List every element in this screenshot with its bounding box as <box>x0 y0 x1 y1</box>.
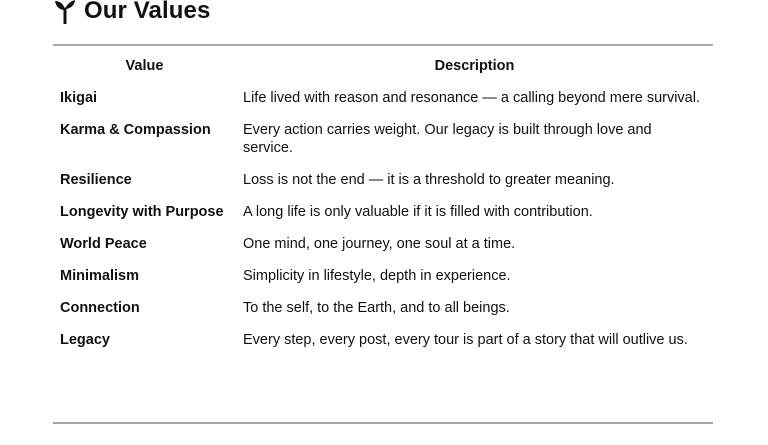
value-name: Legacy <box>60 332 110 348</box>
table-row <box>53 171 713 203</box>
values-table <box>53 47 713 363</box>
column-header-value: Value <box>125 58 164 74</box>
value-description: One mind, one journey, one soul at a time. <box>243 236 516 252</box>
table-row <box>53 85 713 121</box>
value-description: Life lived with reason and resonance — a calling beyond mere survival. <box>243 90 700 106</box>
table-row <box>53 235 713 267</box>
table-row <box>53 267 713 299</box>
table-row <box>53 299 713 331</box>
bottom-divider <box>53 422 713 424</box>
value-name: Resilience <box>60 172 132 188</box>
value-name: Longevity with Purpose <box>60 204 224 220</box>
value-description: Loss is not the end — it is a threshold to greater meaning. <box>243 172 615 188</box>
value-name: Connection <box>60 300 140 316</box>
page-title: Our Values <box>84 0 211 24</box>
page-heading <box>54 0 210 28</box>
value-name: Karma & Compassion <box>60 122 211 138</box>
table-row <box>53 203 713 235</box>
column-header-description: Description <box>434 58 515 74</box>
top-divider <box>53 44 713 46</box>
table-row <box>53 121 713 171</box>
value-name: Minimalism <box>60 268 139 284</box>
table-header-row <box>53 47 713 85</box>
value-description: A long life is only valuable if it is filled with contribution. <box>243 204 593 220</box>
sprout-icon <box>54 0 76 24</box>
value-description: Every step, every post, every tour is part of a story that will outlive us. <box>243 332 688 348</box>
value-description: Simplicity in lifestyle, depth in experience. <box>243 268 511 284</box>
value-description: Every action carries weight. Our legacy is built through love and service. <box>243 122 652 156</box>
value-name: Ikigai <box>60 90 98 106</box>
value-name: World Peace <box>60 236 147 252</box>
value-description: To the self, to the Earth, and to all beings. <box>243 300 510 316</box>
table-row <box>53 331 713 363</box>
